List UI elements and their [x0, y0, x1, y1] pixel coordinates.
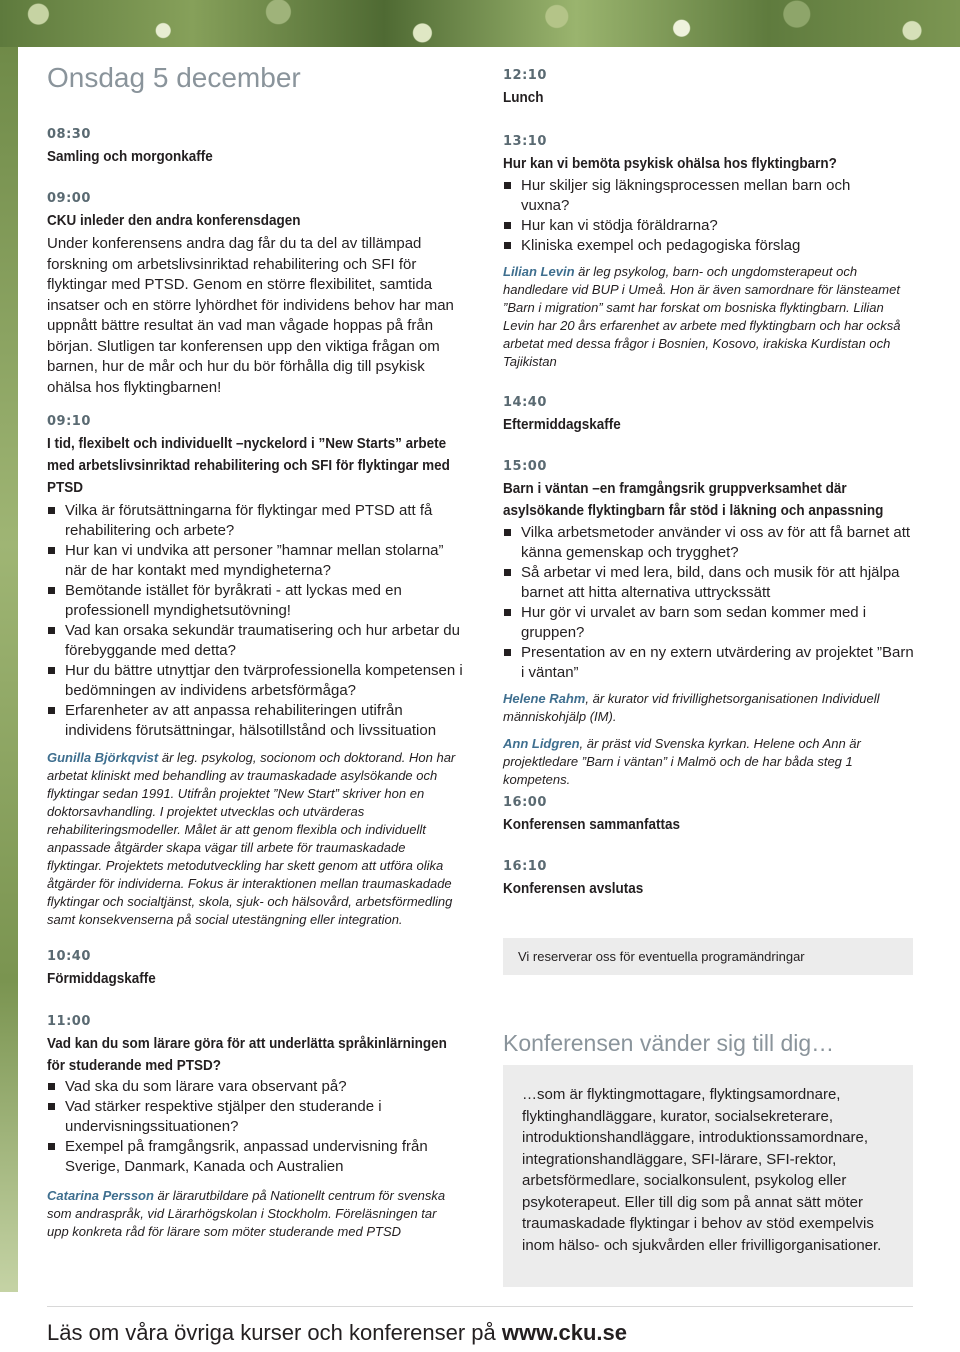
session-title: CKU inleder den andra konferensdagen: [47, 212, 301, 229]
list-item: Vilka är förutsättningarna för flyktingar med PTSD att få rehabilitering och arbete?: [47, 501, 467, 541]
bullet-square-icon: [504, 222, 511, 229]
list-item: Exempel på framgångsrik, anpassad undervisning från Sverige, Danmark, Kanada och Australien: [47, 1137, 467, 1177]
list-item: Hur kan vi stödja föräldrarna?: [503, 216, 883, 236]
session-title: Konferensen sammanfattas: [503, 816, 681, 833]
header-foliage-image: [0, 0, 960, 47]
bullet-square-icon: [48, 507, 55, 514]
session-bullet-list: [503, 176, 883, 256]
bullet-square-icon: [504, 182, 511, 189]
list-item: Hur du bättre utnyttjar den tvärprofessionella kompetensen i bedömningen av individens arbetsförmåga?: [47, 661, 467, 701]
speaker-name: Lilian Levin: [503, 264, 575, 279]
speaker-bio: Gunilla Björkqvist är leg. psykolog, socionom och doktorand. Hon har arbetat kliniskt med behandling av traumaskadade asylsökande och flyktingar sedan 1991. Utifrån projektet ”New Start” skriver hon en doktorsavhandling. I projektet utvecklas och utvärderas rehabiliteringsmodeller. Målet är att genom flexibla och individuellt anpassade åtgärder skapa vägar till arbete för traumaskadade flyktingar. Projektets metodutveckling har skett genom att utföra olika åtgärder för individerna. Fokus är interaktionen mellan traumaskadade flyktingar och socialtjänst, skola, sjuk- och hälsovård, arbetsförmedling samt konsekvenserna på social utestängning eller integration.: [47, 750, 456, 927]
session-title: Samling och morgonkaffe: [47, 148, 213, 165]
bullet-square-icon: [504, 529, 511, 536]
session-time: 09:00: [47, 191, 91, 206]
session-time: 12:10: [503, 68, 547, 83]
list-item: Så arbetar vi med lera, bild, dans och musik för att hjälpa barnet att hitta alternativa uttryckssätt: [503, 563, 915, 603]
speaker-name: Ann Lidgren: [503, 736, 580, 751]
session-time: 08:30: [47, 127, 91, 142]
footer-link[interactable]: www.cku.se: [501, 1320, 628, 1345]
bullet-square-icon: [48, 627, 55, 634]
footer-text: Läs om våra övriga kurser och konferenser på: [47, 1320, 502, 1345]
speaker-bio: Ann Lidgren, är präst vid Svenska kyrkan. Helene och Ann är projektledare ”Barn i väntan” i Malmö och de har båda steg 1 kompetens.: [503, 736, 861, 787]
program-change-note: Vi reserverar oss för eventuella programändringar: [503, 938, 913, 975]
speaker-bio: Catarina Persson är lärarutbildare på Nationellt centrum för svenska som andraspråk, vid Lärarhögskolan i Stockholm. Föreläsningen tar upp konkreta råd för lärare som möter studerande med PTSD: [47, 1188, 446, 1239]
session-time: 14:40: [503, 395, 547, 410]
session-title: Förmiddagskaffe: [47, 970, 156, 987]
list-item: Hur kan vi undvika att personer ”hamnar mellan stolarna” när de har kontakt med myndigheterna?: [47, 541, 467, 581]
list-item: Kliniska exempel och pedagogiska förslag: [503, 236, 883, 256]
speaker-bio: Lilian Levin är leg psykolog, barn- och ungdomsterapeut och handledare vid BUP i Umeå. Hon är även samordnare för länsteamet ”Barn i migration” samt har forskat om bosniska flyktingbarn. Lilian Levin har 20 års erfarenhet av arbete med flyktingbarn och har också arbetat med dessa frågor i Bosnien, Kosovo, irakiska Kurdistan och Tajikistan: [503, 264, 901, 369]
audience-heading: Konferensen vänder sig till dig…: [503, 1030, 835, 1056]
bullet-square-icon: [48, 587, 55, 594]
list-item: Hur skiljer sig läkningsprocessen mellan barn och vuxna?: [503, 176, 883, 216]
bullet-square-icon: [48, 1143, 55, 1150]
session-bullet-list: [47, 501, 467, 741]
session-time: 11:00: [47, 1014, 91, 1029]
session-time: 16:10: [503, 859, 547, 874]
bullet-square-icon: [48, 1103, 55, 1110]
session-title: Hur kan vi bemöta psykisk ohälsa hos flyktingbarn?: [503, 155, 837, 172]
footer: [47, 1320, 627, 1346]
list-item: Presentation av en ny extern utvärdering av projektet ”Barn i väntan”: [503, 643, 915, 683]
session-time: 15:00: [503, 459, 547, 474]
session-title: Barn i väntan –en framgångsrik gruppverksamhet där asylsökande flyktingbarn får stöd i läkning och anpassning: [503, 480, 884, 519]
bullet-square-icon: [504, 609, 511, 616]
bullet-square-icon: [504, 569, 511, 576]
session-title: Konferensen avslutas: [503, 880, 644, 897]
bullet-square-icon: [48, 707, 55, 714]
session-description: Under konferensens andra dag får du ta del av tillämpad forskning om arbetslivsinriktad rehabilitering och SFI för flyktingar med PTSD. Genom en större flexibilitet, samtida insatser och en större lyhördhet för individens behov har man uppnått bättre resultat än vad man vågade hoppas på från början. Slutligen tar konferensen upp den viktiga frågan om barnen, hur de mår och hur du bör förhålla dig till psykisk ohälsa hos flyktingbarnen!: [47, 235, 454, 396]
bullet-square-icon: [48, 667, 55, 674]
bullet-square-icon: [48, 1083, 55, 1090]
speaker-name: Helene Rahm: [503, 691, 586, 706]
list-item: Vad ska du som lärare vara observant på?: [47, 1077, 467, 1097]
speaker-name: Gunilla Björkqvist: [47, 750, 159, 765]
session-title: Eftermiddagskaffe: [503, 416, 621, 433]
list-item: Vad stärker respektive stjälper den studerande i undervisningssituationen?: [47, 1097, 467, 1137]
list-item: Vilka arbetsmetoder använder vi oss av för att få barnet att känna gemenskap och trygghet?: [503, 523, 915, 563]
session-title: Lunch: [503, 89, 544, 106]
audience-box: [503, 1065, 913, 1287]
session-title: I tid, flexibelt och individuellt –nyckelord i ”New Starts” arbete med arbetslivsinriktad rehabilitering och SFI för flyktingar med PTSD: [47, 435, 450, 496]
session-time: 10:40: [47, 949, 91, 964]
speaker-bio: Helene Rahm, är kurator vid frivillighetsorganisationen Individuell människohjälp (IM).: [503, 691, 880, 724]
bullet-square-icon: [504, 649, 511, 656]
session-time: 09:10: [47, 414, 91, 429]
audience-text: …som är flyktingmottagare, flyktingsamordnare, flyktinghandläggare, kurator, socialsekreterare, introduktionshandläggare, introduktionssamordnare, integrationshandläggare, SFI-lärare, SFI-rektor, arbetsförmedlare, socialkonsulent, psykolog eller psykoterapeut. Eller till dig som på annat sätt möter traumaskadade flyktingar i behov av stöd exempelvis inom hälso- och sjukvården eller frivilligorganisationer.: [522, 1086, 882, 1254]
side-foliage-strip: [0, 47, 18, 1292]
session-title: Vad kan du som lärare göra för att underlätta språkinlärningen för studerande med PTSD?: [47, 1035, 447, 1074]
bullet-square-icon: [504, 242, 511, 249]
list-item: Bemötande istället för byråkrati - att lyckas med en professionell myndighetsutövning!: [47, 581, 467, 621]
footer-divider: [47, 1306, 913, 1307]
session-bullet-list: [503, 523, 915, 683]
session-time: 13:10: [503, 134, 547, 149]
bullet-square-icon: [48, 547, 55, 554]
list-item: Hur gör vi urvalet av barn som sedan kommer med i gruppen?: [503, 603, 915, 643]
page-title: Onsdag 5 december: [47, 62, 301, 93]
speaker-name: Catarina Persson: [47, 1188, 154, 1203]
list-item: Vad kan orsaka sekundär traumatisering och hur arbetar du förebyggande med detta?: [47, 621, 467, 661]
list-item: Erfarenheter av att anpassa rehabiliteringen utifrån individens förutsättningar, hälsotillstånd och livssituation: [47, 701, 467, 741]
session-bullet-list: [47, 1077, 467, 1177]
session-time: 16:00: [503, 795, 547, 810]
